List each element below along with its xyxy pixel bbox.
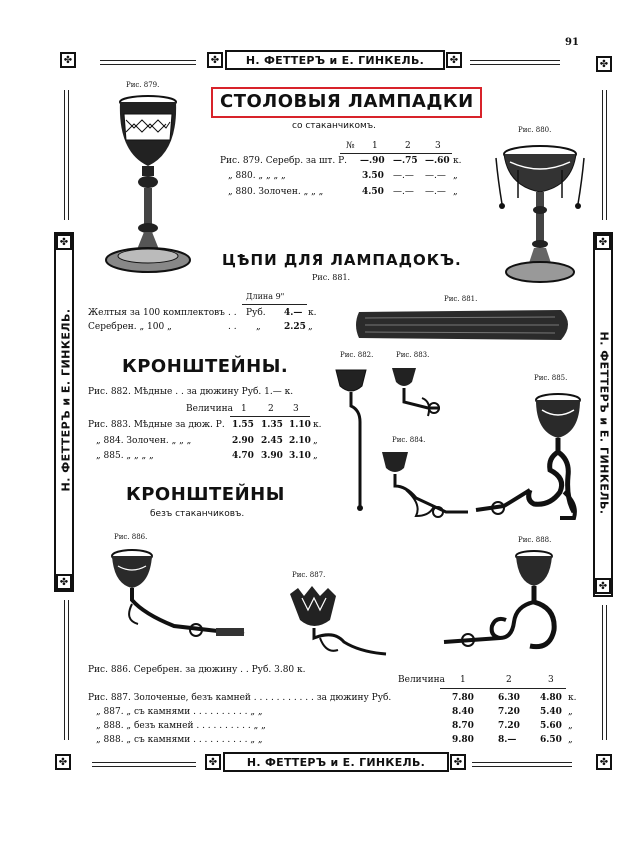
caption-fig880: Рис. 880. bbox=[518, 126, 552, 134]
section3-row3-v2: 3.90 bbox=[261, 451, 283, 461]
section4-size-label: Величина bbox=[398, 675, 445, 685]
left-side-banner-text: Н. ФЕТТЕРЪ и Е. ГИНКЕЛЬ. bbox=[59, 308, 73, 492]
banner-ornament-icon: ✤ bbox=[450, 754, 466, 770]
caption-fig885: Рис. 885. bbox=[534, 374, 568, 382]
bracket-888-illustration bbox=[434, 546, 564, 656]
section4-row3-v3: 6.50 bbox=[540, 735, 562, 745]
section1-col-header-2: 2 bbox=[405, 141, 411, 151]
left-rule-top bbox=[64, 90, 69, 220]
section4-col-header-3: 3 bbox=[548, 675, 554, 685]
section3-row1-unit: к. bbox=[313, 420, 322, 430]
section4-row886: Рис. 886. Серебрен. за дюжину . . Руб. 3.80 к. bbox=[88, 665, 306, 675]
section2-row0-currency: Руб. bbox=[246, 308, 266, 318]
section3-row1-v2: 1.35 bbox=[261, 420, 283, 430]
section4-title: КРОНШТЕЙНЫ bbox=[126, 484, 285, 505]
caption-fig886: Рис. 886. bbox=[114, 533, 148, 541]
bracket-885-illustration bbox=[470, 388, 585, 523]
section1-row1-v2: —.— bbox=[393, 171, 414, 181]
section3-header-rule bbox=[230, 416, 310, 417]
section4-col-header-2: 2 bbox=[506, 675, 512, 685]
section4-row1-label: „ 887. „ съ камнями . . . . . . . . . . „ „ bbox=[96, 707, 263, 717]
section2-length-label: Длина 9" bbox=[246, 292, 285, 301]
section1-row0-v3: —.60 bbox=[425, 156, 450, 166]
page-number: 91 bbox=[565, 37, 579, 48]
section1-row1-label: „ 880. „ „ „ „ bbox=[228, 171, 286, 181]
section1-col-header-1: 1 bbox=[372, 141, 378, 151]
section2-row1-currency: „ bbox=[256, 322, 261, 332]
section4-header-rule bbox=[440, 688, 566, 689]
right-side-banner-text: Н. ФЕТТЕРЪ и Е. ГИНКЕЛЬ. bbox=[597, 331, 611, 515]
side-ornament-icon: ✤ bbox=[595, 578, 611, 594]
caption-fig882: Рис. 882. bbox=[340, 351, 374, 359]
section4-row2-v3: 5.60 bbox=[540, 721, 562, 731]
section4-row3-v2: 8.— bbox=[498, 735, 517, 745]
section4-row3-label: „ 888. „ съ камнями . . . . . . . . . . „ „ bbox=[96, 735, 263, 745]
section4-row0-label: Рис. 887. Золоченые, безъ камней . . . . . . . . . . . за дюжину Руб. bbox=[88, 693, 392, 703]
section3-row3-v3: 3.10 bbox=[289, 451, 311, 461]
section4-row0-v3: 4.80 bbox=[540, 693, 562, 703]
section2-row1-unit: „ bbox=[308, 322, 313, 332]
section1-row2-v2: —.— bbox=[393, 187, 414, 197]
bottom-rule-right bbox=[472, 762, 572, 767]
section3-row3-label: „ 885. „ „ „ „ bbox=[96, 451, 154, 461]
section4-row1-v2: 7.20 bbox=[498, 707, 520, 717]
section2-row0-price: 4.— bbox=[284, 308, 303, 318]
chain-881-illustration bbox=[355, 308, 577, 342]
banner-ornament-icon: ✤ bbox=[446, 52, 462, 68]
section3-row0: Рис. 882. Мѣдные . . за дюжину Руб. 1.— к. bbox=[88, 387, 294, 397]
bracket-884-illustration bbox=[376, 446, 472, 524]
side-ornament-icon: ✤ bbox=[595, 234, 611, 250]
right-rule-top bbox=[602, 90, 607, 220]
section4-col-header-1: 1 bbox=[460, 675, 466, 685]
section4-row2-label: „ 888. „ безъ камней . . . . . . . . . . „ „ bbox=[96, 721, 266, 731]
section3-row2-label: „ 884. Золочен. „ „ „ bbox=[96, 436, 192, 446]
side-ornament-icon: ✤ bbox=[56, 234, 72, 250]
section3-col-header-3: 3 bbox=[293, 404, 299, 414]
lamp-880-illustration bbox=[488, 140, 593, 285]
section4-row0-unit: к. bbox=[568, 693, 577, 703]
header-banner: Н. ФЕТТЕРЪ и Е. ГИНКЕЛЬ. bbox=[225, 50, 445, 70]
section2-row1-leader: . . bbox=[228, 322, 237, 332]
footer-banner: Н. ФЕТТЕРЪ и Е. ГИНКЕЛЬ. bbox=[223, 752, 449, 772]
section4-row1-v1: 8.40 bbox=[452, 707, 474, 717]
section2-header-rule bbox=[242, 304, 307, 305]
bracket-883-illustration bbox=[388, 362, 448, 426]
section3-col-header-1: 1 bbox=[241, 404, 247, 414]
section1-title: СТОЛОВЫЯ ЛАМПАДКИ bbox=[220, 91, 474, 112]
section2-row1-label: Серебрен. „ 100 „ bbox=[88, 322, 172, 332]
caption-fig888: Рис. 888. bbox=[518, 536, 552, 544]
section2-subtitle: Рис. 881. bbox=[312, 273, 351, 282]
section1-row2-v1: 4.50 bbox=[362, 187, 384, 197]
section4-row0-v1: 7.80 bbox=[452, 693, 474, 703]
section4-subtitle: безъ стаканчиковъ. bbox=[150, 509, 245, 519]
section3-row2-v3: 2.10 bbox=[289, 436, 311, 446]
section3-row3-v1: 4.70 bbox=[232, 451, 254, 461]
section1-col-header-3: 3 bbox=[435, 141, 441, 151]
section2-row0-unit: к. bbox=[308, 308, 317, 318]
section3-col-header-2: 2 bbox=[268, 404, 274, 414]
section1-row2-label: „ 880. Золочен. „ „ „ bbox=[228, 187, 324, 197]
section2-title: ЦѢПИ ДЛЯ ЛАМПАДОКЪ. bbox=[222, 251, 462, 269]
bracket-882-illustration bbox=[330, 362, 376, 512]
section3-row1-v3: 1.10 bbox=[289, 420, 311, 430]
corner-ornament-icon: ✤ bbox=[60, 52, 76, 68]
caption-fig881: Рис. 881. bbox=[444, 295, 478, 303]
corner-ornament-icon: ✤ bbox=[55, 754, 71, 770]
section3-size-label: Величина bbox=[186, 404, 233, 414]
section1-header-rule bbox=[340, 153, 452, 154]
section1-row2-unit: „ bbox=[453, 187, 458, 197]
caption-fig887: Рис. 887. bbox=[292, 571, 326, 579]
caption-fig884: Рис. 884. bbox=[392, 436, 426, 444]
right-rule-bottom bbox=[602, 605, 607, 740]
bracket-887-illustration bbox=[280, 584, 390, 666]
top-rule-left bbox=[100, 60, 196, 65]
section1-row1-v3: —.— bbox=[425, 171, 446, 181]
section3-title: КРОНШТЕЙНЫ. bbox=[122, 356, 289, 377]
top-rule-right bbox=[470, 60, 560, 65]
section3-row1-label: Рис. 883. Мѣдные за дюж. Р. bbox=[88, 420, 225, 430]
section3-row1-v1: 1.55 bbox=[232, 420, 254, 430]
section4-row1-unit: „ bbox=[568, 707, 573, 717]
banner-ornament-icon: ✤ bbox=[207, 52, 223, 68]
section2-row0-label: Желтыя за 100 комплектовъ bbox=[88, 308, 225, 318]
side-ornament-icon: ✤ bbox=[56, 574, 72, 590]
caption-fig879: Рис. 879. bbox=[126, 81, 160, 89]
section4-row0-v2: 6.30 bbox=[498, 693, 520, 703]
corner-ornament-icon: ✤ bbox=[596, 56, 612, 72]
section3-row2-unit: „ bbox=[313, 436, 318, 446]
section4-row2-v2: 7.20 bbox=[498, 721, 520, 731]
section4-row1-v3: 5.40 bbox=[540, 707, 562, 717]
section1-col-header-no: № bbox=[346, 141, 355, 151]
bracket-886-illustration bbox=[104, 544, 254, 654]
section1-row0-unit: к. bbox=[453, 156, 462, 166]
section3-row2-v1: 2.90 bbox=[232, 436, 254, 446]
section4-row3-v1: 9.80 bbox=[452, 735, 474, 745]
section3-row2-v2: 2.45 bbox=[261, 436, 283, 446]
section1-row0-label: Рис. 879. Серебр. за шт. Р. bbox=[220, 156, 348, 166]
left-rule-bottom bbox=[64, 600, 69, 740]
section1-row0-v1: —.90 bbox=[360, 156, 385, 166]
section1-row0-v2: —.75 bbox=[393, 156, 418, 166]
section3-row3-unit: „ bbox=[313, 451, 318, 461]
section1-row1-unit: „ bbox=[453, 171, 458, 181]
caption-fig883: Рис. 883. bbox=[396, 351, 430, 359]
section4-row2-unit: „ bbox=[568, 721, 573, 731]
section1-subtitle: со стаканчикомъ. bbox=[292, 121, 376, 131]
section4-row2-v1: 8.70 bbox=[452, 721, 474, 731]
section4-row3-unit: „ bbox=[568, 735, 573, 745]
corner-ornament-icon: ✤ bbox=[596, 754, 612, 770]
section2-row1-price: 2.25 bbox=[284, 322, 306, 332]
banner-ornament-icon: ✤ bbox=[205, 754, 221, 770]
section1-row1-v1: 3.50 bbox=[362, 171, 384, 181]
lamp-879-illustration bbox=[100, 92, 196, 276]
section1-row2-v3: —.— bbox=[425, 187, 446, 197]
section2-row0-leader: . . bbox=[228, 308, 237, 318]
bottom-rule-left bbox=[92, 762, 196, 767]
